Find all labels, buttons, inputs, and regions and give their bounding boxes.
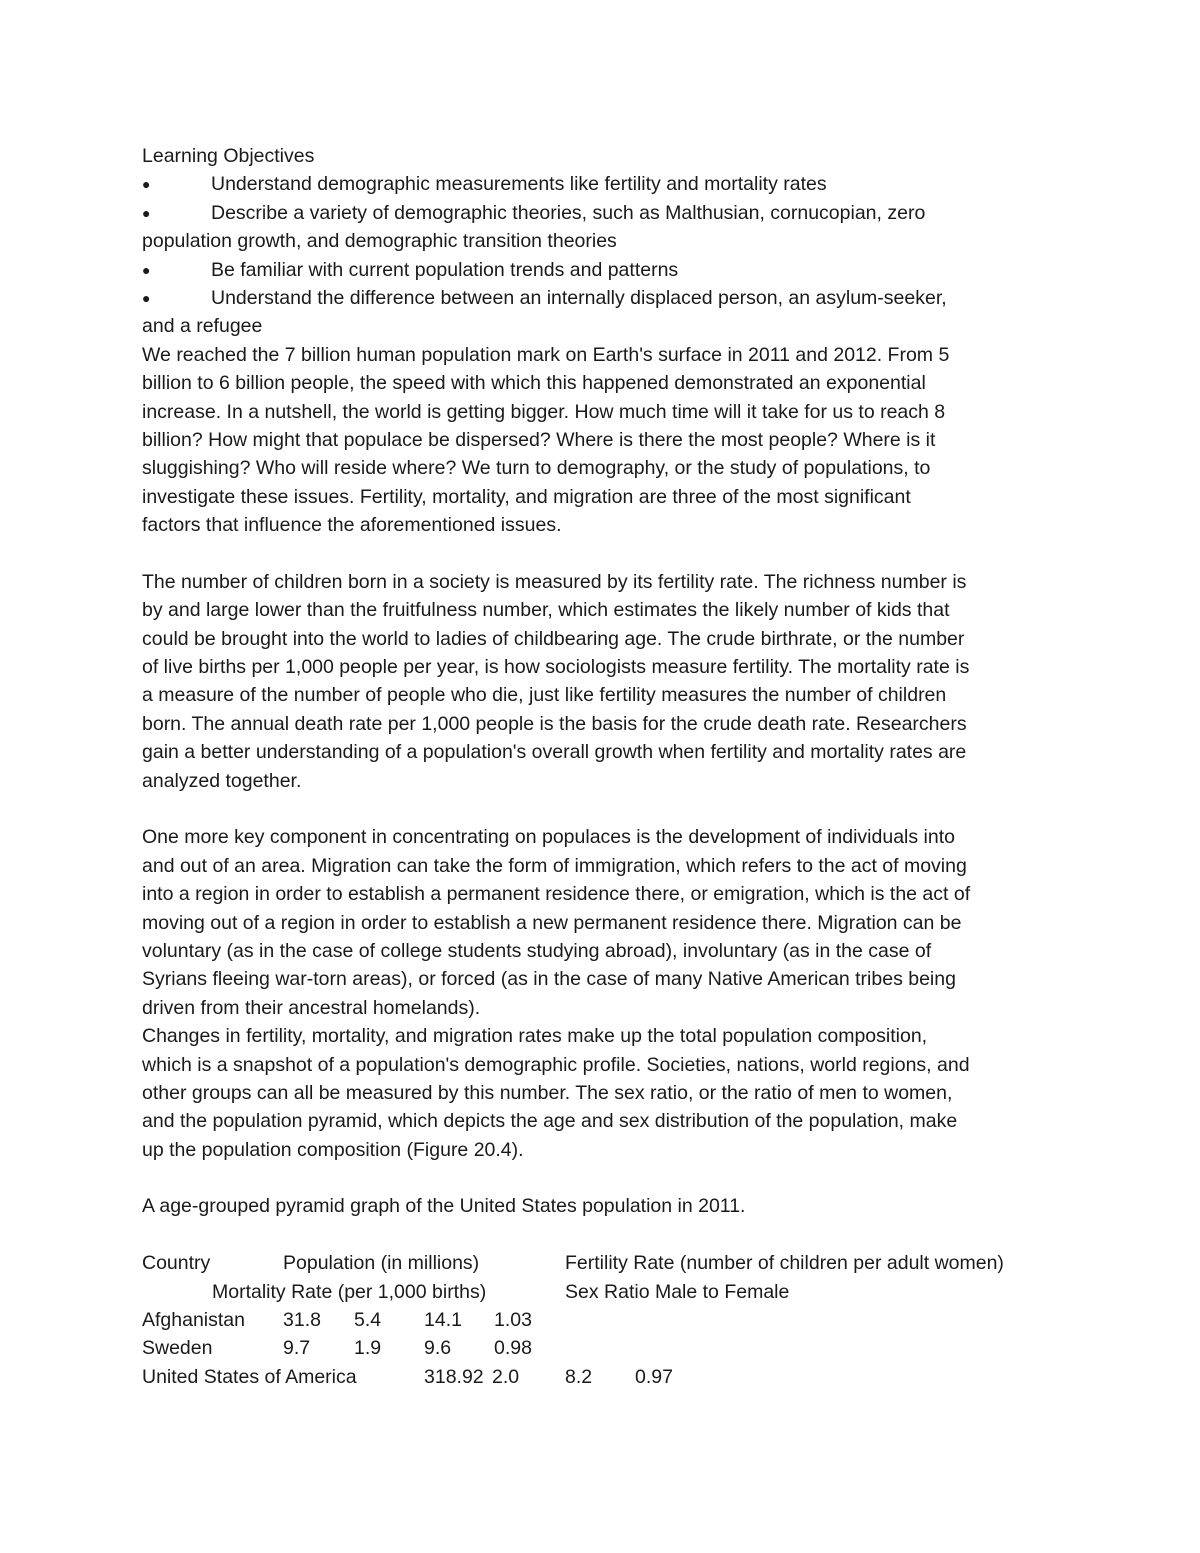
- paragraph-line: Changes in fertility, mortality, and migration rates make up the total population composition,: [142, 1025, 928, 1048]
- learning-objectives-heading: Learning Objectives: [142, 145, 315, 167]
- cell-sex-ratio: 1.03: [494, 1309, 532, 1332]
- paragraph-line: The number of children born in a society is measured by its fertility rate. The richness number is: [142, 570, 967, 593]
- paragraph-line: up the population composition (Figure 20.4).: [142, 1138, 524, 1161]
- paragraph-line: moving out of a region in order to establish a new permanent residence there. Migration can be: [142, 911, 962, 934]
- paragraph-line: and the population pyramid, which depicts the age and sex distribution of the population, make: [142, 1110, 958, 1133]
- bullet-icon: ●: [142, 289, 151, 306]
- cell-country: Sweden: [142, 1337, 213, 1360]
- cell-fertility: 1.9: [354, 1337, 382, 1360]
- paragraph-line: of live births per 1,000 people per year, is how sociologists measure fertility. The mortality rate is: [142, 656, 970, 679]
- header-fertility: Fertility Rate (number of children per adult women): [565, 1252, 1004, 1275]
- objective-item: [142, 170, 1062, 198]
- header-sex-ratio: Sex Ratio Male to Female: [565, 1280, 790, 1303]
- cell-population: 31.8: [283, 1309, 321, 1332]
- cell-population: 318.92: [424, 1365, 484, 1388]
- paragraph-line: driven from their ancestral homelands).: [142, 996, 481, 1019]
- table-row: [142, 1363, 1062, 1391]
- paragraph-line: a measure of the number of people who die, just like fertility measures the number of children: [142, 684, 947, 707]
- header-population: Population (in millions): [283, 1252, 480, 1275]
- header-country: Country: [142, 1252, 211, 1275]
- bullet-icon: ●: [142, 176, 151, 193]
- paragraph-4: [142, 1022, 1062, 1164]
- paragraph-line: gain a better understanding of a population's overall growth when fertility and mortality rates are: [142, 741, 967, 764]
- paragraph-1: [142, 341, 1062, 540]
- header-mortality: Mortality Rate (per 1,000 births): [212, 1280, 487, 1303]
- paragraph-line: voluntary (as in the case of college students studying abroad), involuntary (as in the case of: [142, 939, 932, 962]
- document-page: [142, 142, 1062, 1391]
- cell-country: United States of America: [142, 1365, 357, 1388]
- cell-sex-ratio: 0.98: [494, 1337, 532, 1360]
- paragraph-line: factors that influence the aforementioned issues.: [142, 514, 562, 537]
- bullet-icon: ●: [142, 261, 151, 278]
- paragraph-2: [142, 568, 1062, 795]
- objective-text: Describe a variety of demographic theories, such as Malthusian, cornucopian, zero: [211, 201, 926, 224]
- paragraph-line: other groups can all be measured by this number. The sex ratio, or the ratio of men to women,: [142, 1081, 953, 1104]
- paragraph-line: We reached the 7 billion human population mark on Earth's surface in 2011 and 2012. From 5: [142, 343, 950, 366]
- blank-line: [142, 539, 1062, 567]
- table-header-row: [142, 1278, 1062, 1306]
- objective-text: Understand the difference between an internally displaced person, an asylum-seeker,: [211, 286, 947, 309]
- paragraph-line: into a region in order to establish a permanent residence there, or emigration, which is the act of: [142, 883, 971, 906]
- paragraph-line: could be brought into the world to ladies of childbearing age. The crude birthrate, or the number: [142, 627, 965, 650]
- paragraph-line: One more key component in concentrating on populaces is the development of individuals into: [142, 826, 955, 849]
- cell-mortality: 9.6: [424, 1337, 452, 1360]
- objective-item: [142, 199, 1062, 227]
- blank-line: [142, 795, 1062, 823]
- cell-mortality: 14.1: [424, 1309, 462, 1332]
- objective-item: [142, 284, 1062, 312]
- table-row: [142, 1334, 1062, 1362]
- cell-sex-ratio: 0.97: [635, 1365, 673, 1388]
- table-row: [142, 1306, 1062, 1334]
- objective-text: Understand demographic measurements like fertility and mortality rates: [211, 173, 827, 196]
- cell-fertility: 5.4: [354, 1309, 382, 1332]
- paragraph-line: billion to 6 billion people, the speed with which this happened demonstrated an exponential: [142, 372, 926, 395]
- paragraph-line: by and large lower than the fruitfulness number, which estimates the likely number of kids that: [142, 599, 950, 622]
- paragraph-line: investigate these issues. Fertility, mortality, and migration are three of the most significant: [142, 485, 911, 508]
- cell-fertility: 2.0: [492, 1365, 520, 1388]
- paragraph-line: which is a snapshot of a population's demographic profile. Societies, nations, world regions, and: [142, 1053, 970, 1076]
- figure-caption: A age-grouped pyramid graph of the United States population in 2011.: [142, 1195, 746, 1218]
- objective-text: Be familiar with current population trends and patterns: [211, 258, 679, 281]
- objective-item: [142, 256, 1062, 284]
- table-header-row: [142, 1249, 1062, 1277]
- paragraph-line: increase. In a nutshell, the world is getting bigger. How much time will it take for us to reach 8: [142, 400, 946, 423]
- objective-continuation: population growth, and demographic transition theories: [142, 230, 617, 253]
- blank-line: [142, 1164, 1062, 1192]
- objective-continuation: and a refugee: [142, 315, 263, 338]
- cell-country: Afghanistan: [142, 1309, 245, 1332]
- paragraph-3: [142, 823, 1062, 1022]
- paragraph-line: and out of an area. Migration can take the form of immigration, which refers to the act of moving: [142, 854, 967, 877]
- blank-line: [142, 1221, 1062, 1249]
- paragraph-line: billion? How might that populace be dispersed? Where is there the most people? Where is it: [142, 428, 936, 451]
- bullet-icon: ●: [142, 204, 151, 221]
- paragraph-line: sluggishing? Who will reside where? We turn to demography, or the study of populations, to: [142, 457, 931, 480]
- cell-mortality: 8.2: [565, 1365, 593, 1388]
- cell-population: 9.7: [283, 1337, 311, 1360]
- paragraph-line: Syrians fleeing war-torn areas), or forced (as in the case of many Native American tribes being: [142, 968, 956, 991]
- paragraph-line: analyzed together.: [142, 769, 302, 792]
- paragraph-line: born. The annual death rate per 1,000 people is the basis for the crude death rate. Researchers: [142, 712, 967, 735]
- population-table: [142, 1249, 1062, 1391]
